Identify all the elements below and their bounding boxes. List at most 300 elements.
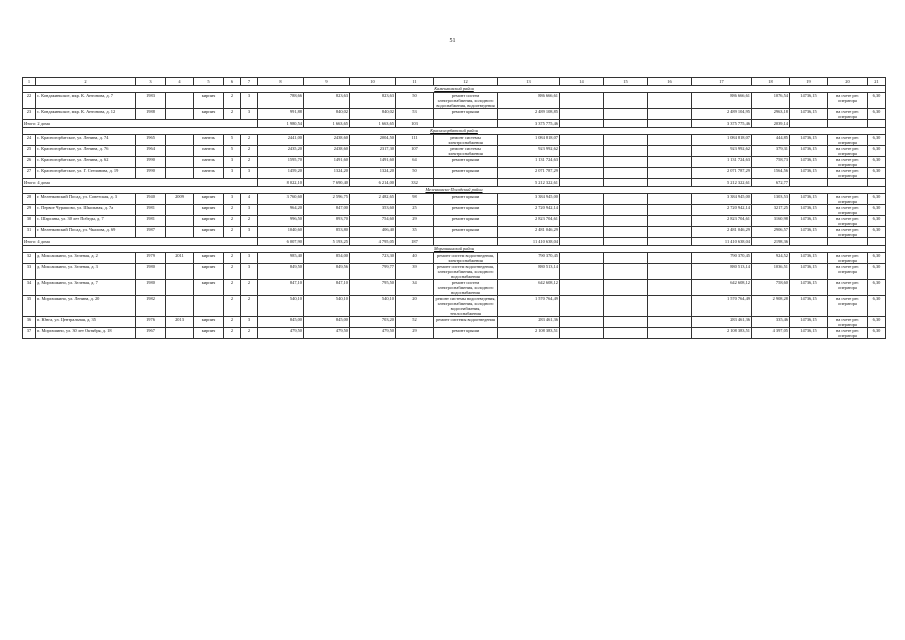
cell-work: ремонт системы водоотведения [434,317,498,328]
cell-work: ремонт систем электроснабжения, холодного водоснабжения, водоотведения [434,93,498,109]
cell-fl: 2 [224,205,241,216]
cell-f18: 3217,25 [752,205,790,216]
cell-mat: кирпич [194,109,224,120]
cell-n: 29 [23,205,36,216]
cell-cost: 886 666,61 [498,93,560,109]
cell-y2 [166,135,194,146]
cell-f15 [604,296,648,317]
cell-addr: с. Красногорбатское, ул. Ленина, д. 62 [36,157,136,168]
cell-s2: 847,10 [304,280,350,296]
cell-y2 [166,328,194,339]
cell-work: ремонт крыши [434,205,498,216]
cell-f19: 14736,15 [790,317,828,328]
cell-s1: 1040,60 [258,227,304,238]
cell-s2: 479,50 [304,328,350,339]
table-row [23,264,886,280]
cell-f18: 335,46 [752,317,790,328]
header-cell: 17 [692,78,752,86]
cell-addr: с. Кондакиньское, мкр. К. Антонова, д. 12 [36,109,136,120]
cell-f15 [604,157,648,168]
cell-f17: 2 489 104,95 [692,109,752,120]
cell-work: ремонт крыши [434,168,498,179]
cell-f16 [648,194,692,205]
cell-f14 [560,280,604,296]
cell-f19: 14736,15 [790,157,828,168]
cell-f18: 924,52 [752,253,790,264]
cell-f21: 6,30 [868,157,886,168]
cell-cost: 2 481 046,29 [498,227,560,238]
total-blank [604,179,648,187]
cell-s1: 985,40 [258,253,304,264]
cell-y2 [166,227,194,238]
cell-y1: 1980 [136,280,166,296]
capital-repair-table [22,77,886,339]
table-row [23,253,886,264]
cell-y2 [166,216,194,227]
cell-s1: 1595,70 [258,157,304,168]
cell-addr: с. Кондакиньское, мкр. К. Антонова, д. 7 [36,93,136,109]
header-cell: 8 [258,78,304,86]
total-row [23,238,886,246]
total-blank [560,179,604,187]
cell-en: 3 [241,264,258,280]
cell-s1: 849,50 [258,264,304,280]
cell-fl: 3 [224,157,241,168]
total-s3: 4 795,05 [350,238,396,246]
cell-fl: 3 [224,194,241,205]
cell-f16 [648,157,692,168]
cell-cost: 880 513,14 [498,264,560,280]
cell-s2: 1324,20 [304,168,350,179]
cell-s2: 849,56 [304,264,350,280]
cell-f14 [560,253,604,264]
header-cell: 2 [36,78,136,86]
cell-n: 30 [23,216,36,227]
cell-f21: 6,30 [868,109,886,120]
cell-y2 [166,205,194,216]
cell-f20: на счете рег. оператора [828,194,868,205]
cell-n: 33 [23,264,36,280]
table-row [23,109,886,120]
header-cell: 12 [434,78,498,86]
table-row [23,227,886,238]
total-blank [868,120,886,128]
cell-ppl: 111 [396,135,434,146]
cell-f21: 6,30 [868,135,886,146]
cell-s2: 823,63 [304,93,350,109]
cell-f21: 6,30 [868,328,886,339]
cell-f18: 2963,18 [752,109,790,120]
cell-cost: 2 108 383,51 [498,328,560,339]
cell-f16 [648,135,692,146]
cell-f19: 14736,15 [790,168,828,179]
cell-ppl: 35 [396,227,434,238]
cell-n: 34 [23,280,36,296]
total-blank [648,120,692,128]
cell-s2: 1491,60 [304,157,350,168]
cell-f20: на счете рег. оператора [828,216,868,227]
cell-s3: 799,77 [350,264,396,280]
cell-en: 2 [241,216,258,227]
cell-s1: 991,88 [258,109,304,120]
cell-y2 [166,264,194,280]
header-cell: 15 [604,78,648,86]
cell-work: ремонт систем водоотведения, электроснабжения, холодного водоснабжения [434,264,498,280]
cell-ppl: 50 [396,93,434,109]
cell-y1: 1990 [136,157,166,168]
cell-fl: 2 [224,264,241,280]
cell-ppl: 98 [396,194,434,205]
cell-s2: 854,00 [304,253,350,264]
header-cell: 14 [560,78,604,86]
header-cell: 9 [304,78,350,86]
cell-cost: 923 992,62 [498,146,560,157]
cell-y2 [166,296,194,317]
cell-mat: кирпич [194,317,224,328]
cell-n: 31 [23,227,36,238]
cell-mat: кирпич [194,264,224,280]
cell-y2: 2009 [166,194,194,205]
cell-ppl: 64 [396,157,434,168]
cell-y1: 1990 [136,168,166,179]
cell-f16 [648,146,692,157]
cell-f16 [648,205,692,216]
cell-cost: 1 570 764,49 [498,296,560,317]
cell-en: 2 [241,280,258,296]
cell-f15 [604,253,648,264]
cell-f21: 6,30 [868,227,886,238]
cell-addr: г. Меленковский Посад, ул. Чкалова, д. 69 [36,227,136,238]
header-cell: 18 [752,78,790,86]
total-blank [434,238,498,246]
cell-f21: 6,30 [868,205,886,216]
cell-s2: 840,02 [304,109,350,120]
section-row [23,128,886,135]
cell-f17: 2 720 942,14 [692,205,752,216]
cell-f17: 642 608,12 [692,280,752,296]
cell-s1: 2441,00 [258,135,304,146]
cell-y2 [166,93,194,109]
cell-s2: 2438,60 [304,146,350,157]
cell-f16 [648,328,692,339]
cell-ppl: 107 [396,146,434,157]
cell-y1: 1987 [136,227,166,238]
cell-cost: 790 370,45 [498,253,560,264]
total-people: 103 [396,120,434,128]
cell-n: 23 [23,109,36,120]
total-s1: 1 980,54 [258,120,304,128]
header-cell: 20 [828,78,868,86]
cell-f14 [560,317,604,328]
cell-f19: 14736,15 [790,216,828,227]
cell-ppl: 20 [396,296,434,317]
table-row [23,146,886,157]
header-cell: 13 [498,78,560,86]
header-cell: 6 [224,78,241,86]
cell-f14 [560,296,604,317]
cell-en: 3 [241,317,258,328]
total-blank [828,179,868,187]
cell-en: 3 [241,205,258,216]
cell-f20: на счете рег. оператора [828,168,868,179]
cell-s3: 353,60 [350,205,396,216]
cell-mat: панель [194,135,224,146]
total-blank [868,179,886,187]
cell-s3: 479,50 [350,328,396,339]
cell-f18: 1303,53 [752,194,790,205]
table-row [23,93,886,109]
total-label: Итого: 2 дома [23,120,258,128]
cell-addr: с. Шарсаны, ул. 30 лет Победы, д. 7 [36,216,136,227]
cell-en: 3 [241,227,258,238]
cell-en: 3 [241,168,258,179]
cell-f17: 2 481 046,29 [692,227,752,238]
cell-s1: 788,66 [258,93,304,109]
total-s1: 6 007,90 [258,238,304,246]
cell-cost: 2 071 787,29 [498,168,560,179]
cell-fl: 3 [224,168,241,179]
cell-f19: 14736,15 [790,227,828,238]
cell-f19: 14736,15 [790,109,828,120]
cell-f15 [604,280,648,296]
total-s2: 7 690,40 [304,179,350,187]
cell-f15 [604,194,648,205]
cell-y2 [166,146,194,157]
cell-y2 [166,109,194,120]
cell-y1: 1982 [136,296,166,317]
cell-cost: 2 720 942,14 [498,205,560,216]
cell-addr: п. Моргашкино, ул. Ленина, д. 20 [36,296,136,317]
total-s2: 1 663,65 [304,120,350,128]
cell-f14 [560,135,604,146]
cell-s1: 540,10 [258,296,304,317]
cell-f17: 1 084 818,07 [692,135,752,146]
cell-work: ремонт крыши [434,328,498,339]
cell-f17: 1 570 764,49 [692,296,752,317]
cell-mat: кирпич [194,280,224,296]
section-row [23,187,886,194]
header-cell: 4 [166,78,194,86]
total-blank [790,120,828,128]
cell-n: 24 [23,135,36,146]
total-s2: 5 193,25 [304,238,350,246]
cell-en: 2 [241,146,258,157]
total-blank [604,120,648,128]
total-blank [434,120,498,128]
cell-f17: 880 513,14 [692,264,752,280]
cell-ppl: 52 [396,317,434,328]
cell-f20: на счете рег. оператора [828,296,868,317]
cell-y1: 1940 [136,194,166,205]
cell-f15 [604,205,648,216]
total-people: 332 [396,179,434,187]
cell-s3: 1324,20 [350,168,396,179]
section-title: Моргашинский район [23,246,886,253]
cell-mat: кирпич [194,216,224,227]
cell-f14 [560,157,604,168]
total-blank [560,238,604,246]
cell-s1: 3 760,60 [258,194,304,205]
cell-f20: на счете рег. оператора [828,264,868,280]
cell-f17: 2 823 704,61 [692,216,752,227]
cell-f14 [560,205,604,216]
header-row [23,78,886,86]
cell-s1: 996,50 [258,216,304,227]
cell-f15 [604,227,648,238]
cell-cost: 1 131 724,63 [498,157,560,168]
cell-y1: 1980 [136,264,166,280]
section-row [23,246,886,253]
cell-addr: д. Моксашкино, ул. Зеленая, д. 2 [36,253,136,264]
cell-f18: 2906,57 [752,227,790,238]
cell-fl: 5 [224,135,241,146]
cell-y2 [166,157,194,168]
cell-cost: 283 461,36 [498,317,560,328]
cell-y1: 1965 [136,135,166,146]
table-row [23,296,886,317]
table-row [23,135,886,146]
cell-f17: 283 461,36 [692,317,752,328]
total-cost: 3 375 775,46 [498,120,560,128]
cell-f19: 14736,15 [790,205,828,216]
table-row [23,194,886,205]
cell-cost: 2 823 704,61 [498,216,560,227]
header-cell: 3 [136,78,166,86]
cell-cost: 1 084 818,07 [498,135,560,146]
cell-ppl: 29 [396,328,434,339]
cell-ppl: 25 [396,205,434,216]
cell-s2: 540,10 [304,296,350,317]
cell-addr: с. Первое Чурашово, ул. Школьная, д. 7а [36,205,136,216]
total-blank [790,238,828,246]
cell-y2: 2011 [166,253,194,264]
cell-fl: 2 [224,328,241,339]
total-label: Итого: 4 дома [23,179,258,187]
cell-y1: 1988 [136,109,166,120]
cell-s3: 703,20 [350,317,396,328]
cell-fl: 2 [224,280,241,296]
cell-f18: 1076,54 [752,93,790,109]
header-cell: 16 [648,78,692,86]
cell-addr: п. Юнга, ул. Центральная, д. 35 [36,317,136,328]
cell-en: 2 [241,328,258,339]
cell-f20: на счете рег. оператора [828,205,868,216]
cell-ppl: 40 [396,253,434,264]
cell-addr: с. Красногорбатское, ул. Г. Степанова, д. 19 [36,168,136,179]
total-s3: 6 214,00 [350,179,396,187]
total-s1: 8 022,10 [258,179,304,187]
cell-mat: кирпич [194,194,224,205]
cell-en: 2 [241,135,258,146]
cell-s3: 840,02 [350,109,396,120]
cell-fl: 2 [224,93,241,109]
cell-f18: 4 397,05 [752,328,790,339]
cell-f21: 6,30 [868,146,886,157]
total-f17: 5 212 322,61 [692,179,752,187]
cell-f19: 14736,15 [790,296,828,317]
cell-mat: кирпич [194,328,224,339]
cell-f21: 6,30 [868,317,886,328]
cell-y1: 1979 [136,253,166,264]
cell-fl: 2 [224,317,241,328]
cell-fl: 2 [224,216,241,227]
cell-fl: 2 [224,296,241,317]
cell-f16 [648,168,692,179]
cell-fl: 2 [224,227,241,238]
cell-s3: 540,10 [350,296,396,317]
total-blank [868,238,886,246]
cell-f15 [604,264,648,280]
cell-en: 3 [241,93,258,109]
total-blank [560,120,604,128]
cell-f15 [604,328,648,339]
cell-work: ремонт крыши [434,157,498,168]
section-row [23,86,886,93]
cell-n: 25 [23,146,36,157]
header-cell: 11 [396,78,434,86]
cell-addr: п. Моргашино, ул. 30 лет Октября, д. 18 [36,328,136,339]
total-blank [828,120,868,128]
cell-ppl: 39 [396,264,434,280]
cell-y1: 1967 [136,328,166,339]
header-cell: 10 [350,78,396,86]
section-title: Красногорбатский район [23,128,886,135]
cell-work: ремонт систем электроснабжения, холодного водоснабжения [434,280,498,296]
cell-y1: 1964 [136,146,166,157]
cell-s1: 479,50 [258,328,304,339]
cell-f18: 3160,98 [752,216,790,227]
cell-f20: на счете рег. оператора [828,157,868,168]
cell-f20: на счете рег. оператора [828,135,868,146]
cell-work: ремонт крыши [434,109,498,120]
cell-s3: 2317,30 [350,146,396,157]
total-f17: 11 410 638,04 [692,238,752,246]
cell-f14 [560,93,604,109]
cell-f20: на счете рег. оператора [828,253,868,264]
table-row [23,317,886,328]
cell-f14 [560,227,604,238]
cell-f16 [648,216,692,227]
total-f17: 3 375 775,46 [692,120,752,128]
section-title: Меленковско-Посадский район [23,187,886,194]
cell-s3: 723,30 [350,253,396,264]
total-blank [828,238,868,246]
cell-f18: 758,73 [752,157,790,168]
cell-s3: 823,63 [350,93,396,109]
cell-en: 3 [241,253,258,264]
cell-mat: кирпич [194,253,224,264]
cell-f20: на счете рег. оператора [828,146,868,157]
cell-addr: с. Красногорбатское, ул. Ленина, д. 76 [36,146,136,157]
total-blank [648,179,692,187]
cell-f14 [560,109,604,120]
cell-work: ремонт систем водоотведения, электроснабжения [434,253,498,264]
cell-n: 35 [23,296,36,317]
cell-f14 [560,146,604,157]
cell-cost: 2 489 108,85 [498,109,560,120]
cell-s1: 1459,20 [258,168,304,179]
cell-f19: 14736,15 [790,146,828,157]
cell-f16 [648,93,692,109]
cell-f21: 6,30 [868,168,886,179]
cell-ppl: 34 [396,280,434,296]
cell-addr: с. Красногорбатское, ул. Ленина, д. 74 [36,135,136,146]
cell-f16 [648,227,692,238]
cell-s1: 847,10 [258,280,304,296]
cell-f21: 6,30 [868,253,886,264]
cell-work: ремонт системы электроснабжения [434,135,498,146]
cell-n: 32 [23,253,36,264]
